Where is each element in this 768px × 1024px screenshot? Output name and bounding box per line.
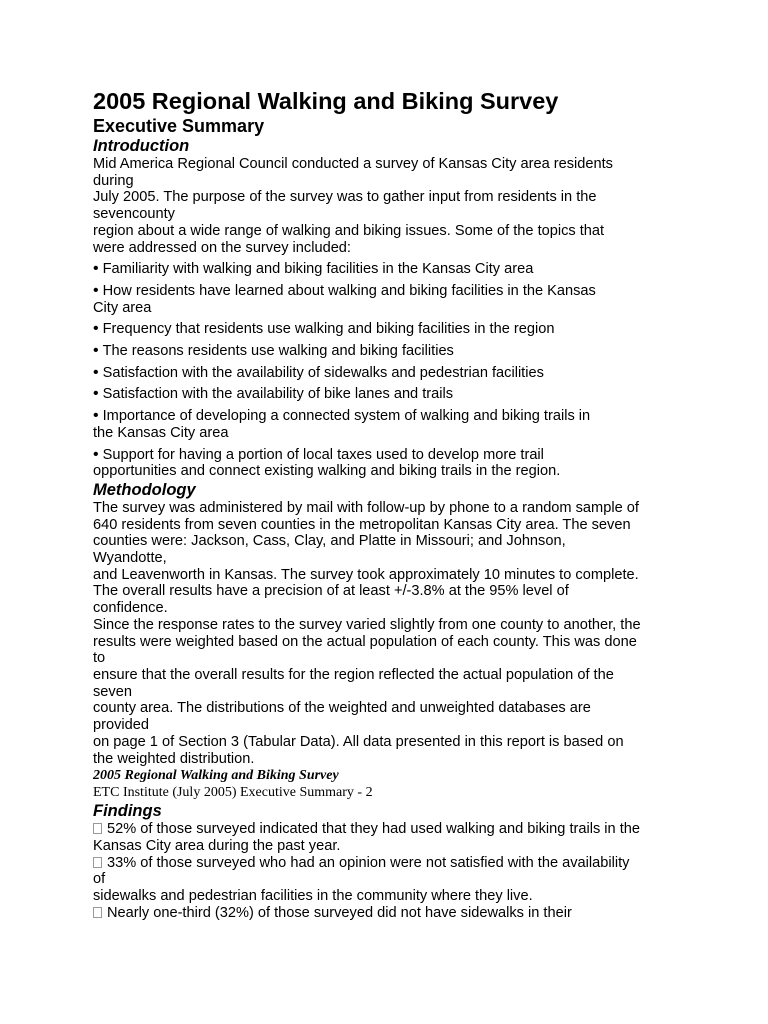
footer-survey-title: 2005 Regional Walking and Biking Survey xyxy=(93,768,339,784)
bullet-icon: • xyxy=(93,385,99,403)
methodology-line: The overall results have a precision of at least +/-3.8% at the 95% level of xyxy=(93,583,569,600)
introduction-section xyxy=(93,136,683,480)
checkbox-glyph-icon xyxy=(93,857,102,868)
finding-item xyxy=(93,905,683,922)
findings-heading: Findings xyxy=(93,802,162,821)
document-title: 2005 Regional Walking and Biking Survey xyxy=(93,88,559,114)
checkbox-glyph-icon xyxy=(93,907,102,918)
methodology-line: seven xyxy=(93,683,132,700)
bullet-text: Importance of developing a connected system of walking and biking trails in xyxy=(102,408,591,425)
bullet-text: Support for having a portion of local taxes used to develop more trail xyxy=(102,446,544,463)
bullet-text: Frequency that residents use walking and biking facilities in the region xyxy=(102,321,555,338)
page-footer xyxy=(93,767,683,801)
bullet-text: Familiarity with walking and biking facilities in the Kansas City area xyxy=(102,261,534,278)
bullet-icon: • xyxy=(93,320,99,338)
bullet-item-connected-system xyxy=(93,408,683,441)
bullet-icon: • xyxy=(93,281,99,299)
bullet-item-bike-lanes xyxy=(93,386,683,403)
bullet-text: Satisfaction with the availability of sidewalks and pedestrian facilities xyxy=(102,364,544,381)
bullet-item-reasons xyxy=(93,343,683,360)
bullet-item-learned xyxy=(93,283,683,316)
bullet-text: Satisfaction with the availability of bike lanes and trails xyxy=(102,386,454,403)
bullet-icon: • xyxy=(93,342,99,360)
finding-text-continued: of xyxy=(93,871,106,888)
methodology-line: Since the response rates to the survey varied slightly from one county to another, the xyxy=(93,616,641,633)
finding-item xyxy=(93,821,683,854)
methodology-line: the weighted distribution. xyxy=(93,750,255,767)
methodology-line: counties were: Jackson, Cass, Clay, and Platte in Missouri; and Johnson, xyxy=(93,533,566,550)
bullet-text-continued: the Kansas City area xyxy=(93,424,229,441)
bullet-item-sidewalks xyxy=(93,365,683,382)
methodology-heading: Methodology xyxy=(93,480,196,499)
finding-text-continued: Kansas City area during the past year. xyxy=(93,837,341,854)
bullet-text: How residents have learned about walking and biking facilities in the Kansas xyxy=(102,282,596,299)
intro-line: Mid America Regional Council conducted a survey of Kansas City area residents xyxy=(93,156,613,172)
intro-line: region about a wide range of walking and biking issues. Some of the topics that xyxy=(93,222,605,239)
methodology-line: on page 1 of Section 3 (Tabular Data). All data presented in this report is based on xyxy=(93,733,624,750)
methodology-line: county area. The distributions of the weighted and unweighted databases are xyxy=(93,700,591,717)
methodology-line: ensure that the overall results for the region reflected the actual population of the xyxy=(93,666,614,683)
bullet-item-local-taxes xyxy=(93,447,683,480)
bullet-icon: • xyxy=(93,445,99,463)
methodology-line: The survey was administered by mail with follow-up by phone to a random sample of xyxy=(93,499,639,516)
finding-text: Nearly one-third (32%) of those surveyed did not have sidewalks in their xyxy=(107,904,572,921)
bullet-icon: • xyxy=(93,260,99,278)
footer-institute-line: ETC Institute (July 2005) Executive Summary - 2 xyxy=(93,785,373,801)
methodology-line: confidence. xyxy=(93,600,168,617)
methodology-line: Wyandotte, xyxy=(93,550,167,567)
intro-line: were addressed on the survey included: xyxy=(93,239,351,256)
bullet-icon: • xyxy=(93,363,99,381)
finding-text-continued: sidewalks and pedestrian facilities in the community where they live. xyxy=(93,888,533,905)
finding-text: 52% of those surveyed indicated that they had used walking and biking trails in the xyxy=(107,821,641,838)
methodology-line: and Leavenworth in Kansas. The survey took approximately 10 minutes to complete. xyxy=(93,566,639,583)
bullet-item-frequency xyxy=(93,321,683,338)
bullet-icon: • xyxy=(93,407,99,425)
intro-line: July 2005. The purpose of the survey was to gather input from residents in the xyxy=(93,189,597,206)
finding-item xyxy=(93,855,683,905)
methodology-section xyxy=(93,480,683,767)
methodology-line: provided xyxy=(93,717,149,734)
methodology-line: results were weighted based on the actual population of each county. This was done xyxy=(93,633,637,650)
methodology-line: to xyxy=(93,650,106,667)
methodology-line: 640 residents from seven counties in the metropolitan Kansas City area. The seven xyxy=(93,516,631,533)
bullet-text: The reasons residents use walking and biking facilities xyxy=(102,343,454,360)
bullet-text-continued: City area xyxy=(93,299,152,316)
bullet-item-familiarity xyxy=(93,261,683,278)
document-page xyxy=(93,86,683,921)
intro-line: during xyxy=(93,172,134,189)
checkbox-glyph-icon xyxy=(93,823,102,834)
findings-section xyxy=(93,801,683,921)
document-subtitle: Executive Summary xyxy=(93,116,265,136)
intro-line: sevencounty xyxy=(93,206,175,223)
finding-text: 33% of those surveyed who had an opinion were not satisfied with the availability xyxy=(107,854,630,871)
introduction-heading: Introduction xyxy=(93,137,190,155)
bullet-text-continued: opportunities and connect existing walking and biking trails in the region. xyxy=(93,463,561,480)
